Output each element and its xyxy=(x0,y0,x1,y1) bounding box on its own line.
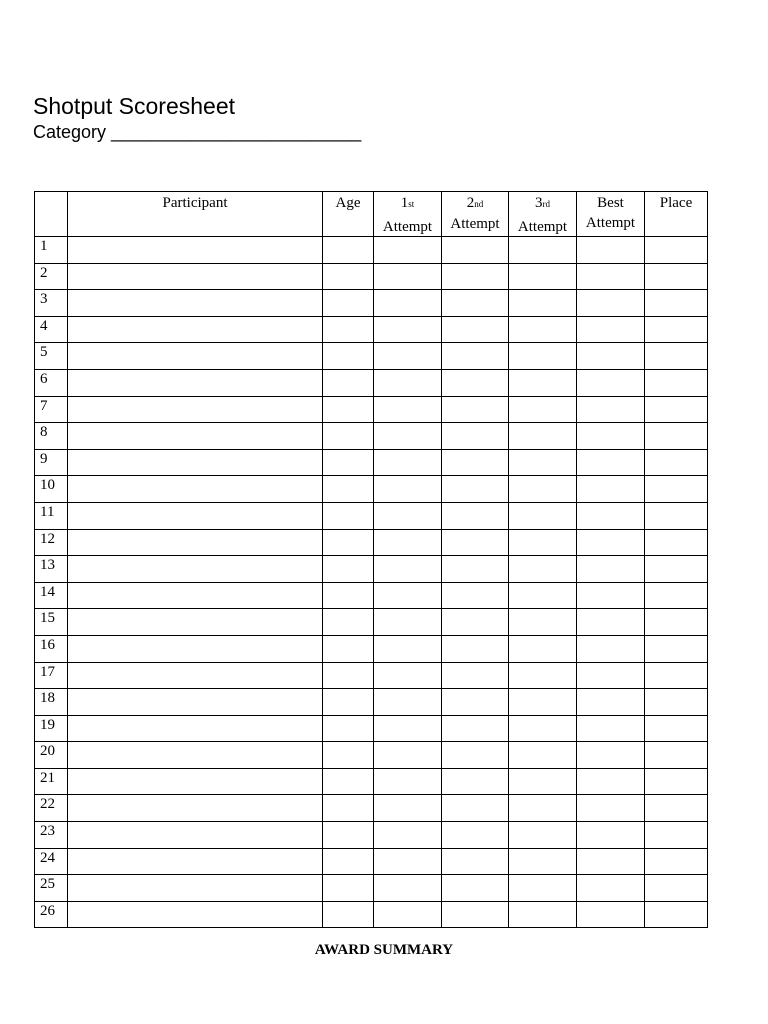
age-cell[interactable] xyxy=(323,237,374,264)
attempt-2-cell[interactable] xyxy=(442,449,509,476)
age-cell[interactable] xyxy=(323,742,374,769)
table-row xyxy=(35,290,708,317)
row-number: 17 xyxy=(35,662,68,689)
participant-cell[interactable] xyxy=(68,449,323,476)
best-attempt-cell[interactable] xyxy=(577,689,645,716)
attempt-2-cell[interactable] xyxy=(442,609,509,636)
participant-cell[interactable] xyxy=(68,662,323,689)
row-number: 22 xyxy=(35,795,68,822)
participant-cell[interactable] xyxy=(68,875,323,902)
page-title: Shotput Scoresheet xyxy=(33,93,236,119)
best-attempt-cell[interactable] xyxy=(577,502,645,529)
attempt-3-cell[interactable] xyxy=(509,423,577,450)
age-cell[interactable] xyxy=(323,822,374,849)
table-row xyxy=(35,396,708,423)
attempt-2-cell[interactable] xyxy=(442,875,509,902)
best-attempt-cell[interactable] xyxy=(577,449,645,476)
best-attempt-cell[interactable] xyxy=(577,316,645,343)
table-row xyxy=(35,449,708,476)
best-word: Best xyxy=(597,195,624,211)
best-attempt-cell[interactable] xyxy=(577,609,645,636)
attempt-3-cell[interactable] xyxy=(509,316,577,343)
attempt-1-cell[interactable] xyxy=(374,582,442,609)
age-cell[interactable] xyxy=(323,689,374,716)
row-number: 6 xyxy=(35,369,68,396)
attempt-2-word: Attempt xyxy=(450,216,500,232)
age-cell[interactable] xyxy=(323,768,374,795)
score-table xyxy=(34,191,708,928)
attempt-2-cell[interactable] xyxy=(442,396,509,423)
table-row xyxy=(35,609,708,636)
attempt-2-cell[interactable] xyxy=(442,715,509,742)
attempt-1-cell[interactable] xyxy=(374,875,442,902)
row-number: 9 xyxy=(35,449,68,476)
attempt-3-cell[interactable] xyxy=(509,290,577,317)
attempt-2-cell[interactable] xyxy=(442,822,509,849)
row-number: 2 xyxy=(35,263,68,290)
age-cell[interactable] xyxy=(323,263,374,290)
age-cell[interactable] xyxy=(323,396,374,423)
best-attempt-cell[interactable] xyxy=(577,369,645,396)
age-cell[interactable] xyxy=(323,875,374,902)
attempt-2-suffix: nd xyxy=(474,199,484,209)
table-row xyxy=(35,795,708,822)
attempt-1-cell[interactable] xyxy=(374,343,442,370)
row-number: 15 xyxy=(35,609,68,636)
age-cell[interactable] xyxy=(323,582,374,609)
row-number: 5 xyxy=(35,343,68,370)
attempt-3-cell[interactable] xyxy=(509,369,577,396)
place-cell[interactable] xyxy=(645,689,708,716)
best-attempt-cell[interactable] xyxy=(577,396,645,423)
participant-cell[interactable] xyxy=(68,316,323,343)
place-cell[interactable] xyxy=(645,369,708,396)
row-number: 14 xyxy=(35,582,68,609)
table-row xyxy=(35,476,708,503)
row-number: 11 xyxy=(35,502,68,529)
row-number: 24 xyxy=(35,848,68,875)
attempt-3-cell[interactable] xyxy=(509,901,577,928)
attempt-3-cell[interactable] xyxy=(509,715,577,742)
best-attempt-cell[interactable] xyxy=(577,715,645,742)
place-cell[interactable] xyxy=(645,316,708,343)
table-row xyxy=(35,742,708,769)
attempt-2-cell[interactable] xyxy=(442,689,509,716)
award-summary-heading: AWARD SUMMARY xyxy=(314,942,454,958)
age-cell[interactable] xyxy=(323,502,374,529)
best-attempt-cell[interactable] xyxy=(577,848,645,875)
place-cell[interactable] xyxy=(645,901,708,928)
place-cell[interactable] xyxy=(645,875,708,902)
attempt-3-cell[interactable] xyxy=(509,449,577,476)
attempt-3-cell[interactable] xyxy=(509,476,577,503)
attempt-2-cell[interactable] xyxy=(442,502,509,529)
age-cell[interactable] xyxy=(323,715,374,742)
place-cell[interactable] xyxy=(645,529,708,556)
age-cell[interactable] xyxy=(323,423,374,450)
row-number: 10 xyxy=(35,476,68,503)
attempt-3-cell[interactable] xyxy=(509,529,577,556)
attempt-3-cell[interactable] xyxy=(509,848,577,875)
place-cell[interactable] xyxy=(645,742,708,769)
attempt-3-cell[interactable] xyxy=(509,635,577,662)
row-number: 1 xyxy=(35,237,68,264)
header-attempt-1 xyxy=(374,192,442,237)
attempt-1-cell[interactable] xyxy=(374,715,442,742)
place-cell[interactable] xyxy=(645,502,708,529)
participant-cell[interactable] xyxy=(68,476,323,503)
place-cell[interactable] xyxy=(645,237,708,264)
row-number: 18 xyxy=(35,689,68,716)
place-cell[interactable] xyxy=(645,343,708,370)
attempt-3-cell[interactable] xyxy=(509,263,577,290)
row-number: 26 xyxy=(35,901,68,928)
table-row xyxy=(35,768,708,795)
attempt-2-cell[interactable] xyxy=(442,476,509,503)
attempt-1-word: Attempt xyxy=(382,219,433,235)
best-attempt-cell[interactable] xyxy=(577,901,645,928)
participant-cell[interactable] xyxy=(68,369,323,396)
best-attempt-cell[interactable] xyxy=(577,263,645,290)
table-row xyxy=(35,316,708,343)
best-attempt-cell[interactable] xyxy=(577,476,645,503)
age-cell[interactable] xyxy=(323,343,374,370)
age-cell[interactable] xyxy=(323,529,374,556)
participant-cell[interactable] xyxy=(68,263,323,290)
place-cell[interactable] xyxy=(645,609,708,636)
attempt-3-cell[interactable] xyxy=(509,609,577,636)
age-cell[interactable] xyxy=(323,290,374,317)
attempt-3-number: 3 xyxy=(535,195,543,211)
attempt-1-cell[interactable] xyxy=(374,263,442,290)
place-cell[interactable] xyxy=(645,795,708,822)
row-number: 25 xyxy=(35,875,68,902)
attempt-1-cell[interactable] xyxy=(374,423,442,450)
row-number: 20 xyxy=(35,742,68,769)
table-row xyxy=(35,369,708,396)
attempt-3-cell[interactable] xyxy=(509,556,577,583)
place-cell[interactable] xyxy=(645,635,708,662)
table-row xyxy=(35,423,708,450)
table-row xyxy=(35,662,708,689)
best-attempt-word: Attempt xyxy=(585,215,636,231)
attempt-1-cell[interactable] xyxy=(374,768,442,795)
attempt-2-cell[interactable] xyxy=(442,369,509,396)
row-number: 12 xyxy=(35,529,68,556)
attempt-1-cell[interactable] xyxy=(374,476,442,503)
attempt-3-cell[interactable] xyxy=(509,795,577,822)
table-row xyxy=(35,848,708,875)
participant-cell[interactable] xyxy=(68,609,323,636)
attempt-3-cell[interactable] xyxy=(509,742,577,769)
participant-cell[interactable] xyxy=(68,635,323,662)
attempt-3-cell[interactable] xyxy=(509,502,577,529)
place-cell[interactable] xyxy=(645,556,708,583)
header-age: Age xyxy=(323,192,374,237)
participant-cell[interactable] xyxy=(68,556,323,583)
age-cell[interactable] xyxy=(323,556,374,583)
place-cell[interactable] xyxy=(645,290,708,317)
attempt-2-cell[interactable] xyxy=(442,742,509,769)
participant-cell[interactable] xyxy=(68,290,323,317)
attempt-1-suffix: st xyxy=(408,199,415,209)
attempt-3-cell[interactable] xyxy=(509,582,577,609)
attempt-3-word: Attempt xyxy=(517,219,568,235)
attempt-1-cell[interactable] xyxy=(374,316,442,343)
header-participant: Participant xyxy=(68,192,323,237)
table-row xyxy=(35,875,708,902)
attempt-1-cell[interactable] xyxy=(374,635,442,662)
best-attempt-cell[interactable] xyxy=(577,529,645,556)
attempt-2-cell[interactable] xyxy=(442,237,509,264)
place-cell[interactable] xyxy=(645,715,708,742)
age-cell[interactable] xyxy=(323,635,374,662)
category-line: Category _________________________ xyxy=(33,122,362,142)
participant-cell[interactable] xyxy=(68,343,323,370)
attempt-1-cell[interactable] xyxy=(374,822,442,849)
attempt-2-cell[interactable] xyxy=(442,848,509,875)
attempt-3-cell[interactable] xyxy=(509,822,577,849)
participant-cell[interactable] xyxy=(68,396,323,423)
age-cell[interactable] xyxy=(323,848,374,875)
attempt-1-cell[interactable] xyxy=(374,689,442,716)
table-row xyxy=(35,901,708,928)
attempt-2-cell[interactable] xyxy=(442,556,509,583)
table-row xyxy=(35,715,708,742)
participant-cell[interactable] xyxy=(68,237,323,264)
attempt-3-cell[interactable] xyxy=(509,396,577,423)
place-cell[interactable] xyxy=(645,822,708,849)
attempt-2-number: 2 xyxy=(466,195,475,211)
best-attempt-cell[interactable] xyxy=(577,662,645,689)
attempt-1-cell[interactable] xyxy=(374,662,442,689)
best-attempt-cell[interactable] xyxy=(577,343,645,370)
place-cell[interactable] xyxy=(645,768,708,795)
attempt-1-cell[interactable] xyxy=(374,369,442,396)
attempt-1-cell[interactable] xyxy=(374,449,442,476)
age-cell[interactable] xyxy=(323,476,374,503)
table-row xyxy=(35,556,708,583)
attempt-3-cell[interactable] xyxy=(509,343,577,370)
place-cell[interactable] xyxy=(645,396,708,423)
attempt-2-cell[interactable] xyxy=(442,768,509,795)
place-cell[interactable] xyxy=(645,476,708,503)
row-number: 4 xyxy=(35,316,68,343)
best-attempt-cell[interactable] xyxy=(577,875,645,902)
attempt-2-cell[interactable] xyxy=(442,795,509,822)
age-cell[interactable] xyxy=(323,795,374,822)
best-attempt-cell[interactable] xyxy=(577,742,645,769)
row-number: 23 xyxy=(35,822,68,849)
place-cell[interactable] xyxy=(645,449,708,476)
participant-cell[interactable] xyxy=(68,822,323,849)
participant-cell[interactable] xyxy=(68,582,323,609)
table-row xyxy=(35,529,708,556)
participant-cell[interactable] xyxy=(68,848,323,875)
attempt-3-cell[interactable] xyxy=(509,662,577,689)
row-number: 21 xyxy=(35,768,68,795)
place-cell[interactable] xyxy=(645,423,708,450)
age-cell[interactable] xyxy=(323,609,374,636)
attempt-1-number: 1 xyxy=(400,195,409,211)
header-number xyxy=(35,192,68,237)
table-row xyxy=(35,502,708,529)
participant-cell[interactable] xyxy=(68,768,323,795)
attempt-1-cell[interactable] xyxy=(374,609,442,636)
attempt-1-cell[interactable] xyxy=(374,237,442,264)
attempt-2-cell[interactable] xyxy=(442,901,509,928)
place-cell[interactable] xyxy=(645,263,708,290)
row-number: 16 xyxy=(35,635,68,662)
attempt-2-cell[interactable] xyxy=(442,263,509,290)
header-attempt-2 xyxy=(442,192,509,237)
participant-cell[interactable] xyxy=(68,689,323,716)
attempt-1-cell[interactable] xyxy=(374,795,442,822)
table-row xyxy=(35,689,708,716)
participant-cell[interactable] xyxy=(68,795,323,822)
attempt-3-cell[interactable] xyxy=(509,237,577,264)
best-attempt-cell[interactable] xyxy=(577,423,645,450)
place-cell[interactable] xyxy=(645,582,708,609)
table-row xyxy=(35,635,708,662)
header-best-attempt xyxy=(577,192,645,237)
attempt-3-cell[interactable] xyxy=(509,768,577,795)
attempt-1-cell[interactable] xyxy=(374,502,442,529)
attempt-1-cell[interactable] xyxy=(374,529,442,556)
best-attempt-cell[interactable] xyxy=(577,768,645,795)
attempt-1-cell[interactable] xyxy=(374,742,442,769)
age-cell[interactable] xyxy=(323,901,374,928)
place-cell[interactable] xyxy=(645,848,708,875)
age-cell[interactable] xyxy=(323,449,374,476)
attempt-2-cell[interactable] xyxy=(442,423,509,450)
header-place: Place xyxy=(645,192,708,237)
participant-cell[interactable] xyxy=(68,529,323,556)
attempt-1-cell[interactable] xyxy=(374,901,442,928)
score-table-body xyxy=(35,237,708,928)
best-attempt-cell[interactable] xyxy=(577,290,645,317)
attempt-2-cell[interactable] xyxy=(442,635,509,662)
row-number: 19 xyxy=(35,715,68,742)
participant-cell[interactable] xyxy=(68,742,323,769)
participant-cell[interactable] xyxy=(68,901,323,928)
row-number: 8 xyxy=(35,423,68,450)
row-number: 7 xyxy=(35,396,68,423)
best-attempt-cell[interactable] xyxy=(577,635,645,662)
participant-cell[interactable] xyxy=(68,502,323,529)
participant-cell[interactable] xyxy=(68,423,323,450)
attempt-2-cell[interactable] xyxy=(442,290,509,317)
table-row xyxy=(35,822,708,849)
best-attempt-cell[interactable] xyxy=(577,556,645,583)
attempt-2-cell[interactable] xyxy=(442,316,509,343)
attempt-1-cell[interactable] xyxy=(374,396,442,423)
table-row xyxy=(35,263,708,290)
attempt-2-cell[interactable] xyxy=(442,343,509,370)
attempt-1-cell[interactable] xyxy=(374,848,442,875)
age-cell[interactable] xyxy=(323,316,374,343)
age-cell[interactable] xyxy=(323,662,374,689)
row-number: 13 xyxy=(35,556,68,583)
participant-cell[interactable] xyxy=(68,715,323,742)
header-attempt-3 xyxy=(509,192,577,237)
best-attempt-cell[interactable] xyxy=(577,822,645,849)
attempt-2-cell[interactable] xyxy=(442,662,509,689)
attempt-1-cell[interactable] xyxy=(374,290,442,317)
age-cell[interactable] xyxy=(323,369,374,396)
table-row xyxy=(35,582,708,609)
attempt-3-suffix: rd xyxy=(542,199,550,209)
best-attempt-cell[interactable] xyxy=(577,795,645,822)
attempt-2-cell[interactable] xyxy=(442,582,509,609)
attempt-2-cell[interactable] xyxy=(442,529,509,556)
best-attempt-cell[interactable] xyxy=(577,582,645,609)
table-row xyxy=(35,237,708,264)
table-row xyxy=(35,343,708,370)
place-cell[interactable] xyxy=(645,662,708,689)
row-number: 3 xyxy=(35,290,68,317)
attempt-3-cell[interactable] xyxy=(509,689,577,716)
best-attempt-cell[interactable] xyxy=(577,237,645,264)
table-header-row xyxy=(35,192,708,237)
attempt-1-cell[interactable] xyxy=(374,556,442,583)
attempt-3-cell[interactable] xyxy=(509,875,577,902)
